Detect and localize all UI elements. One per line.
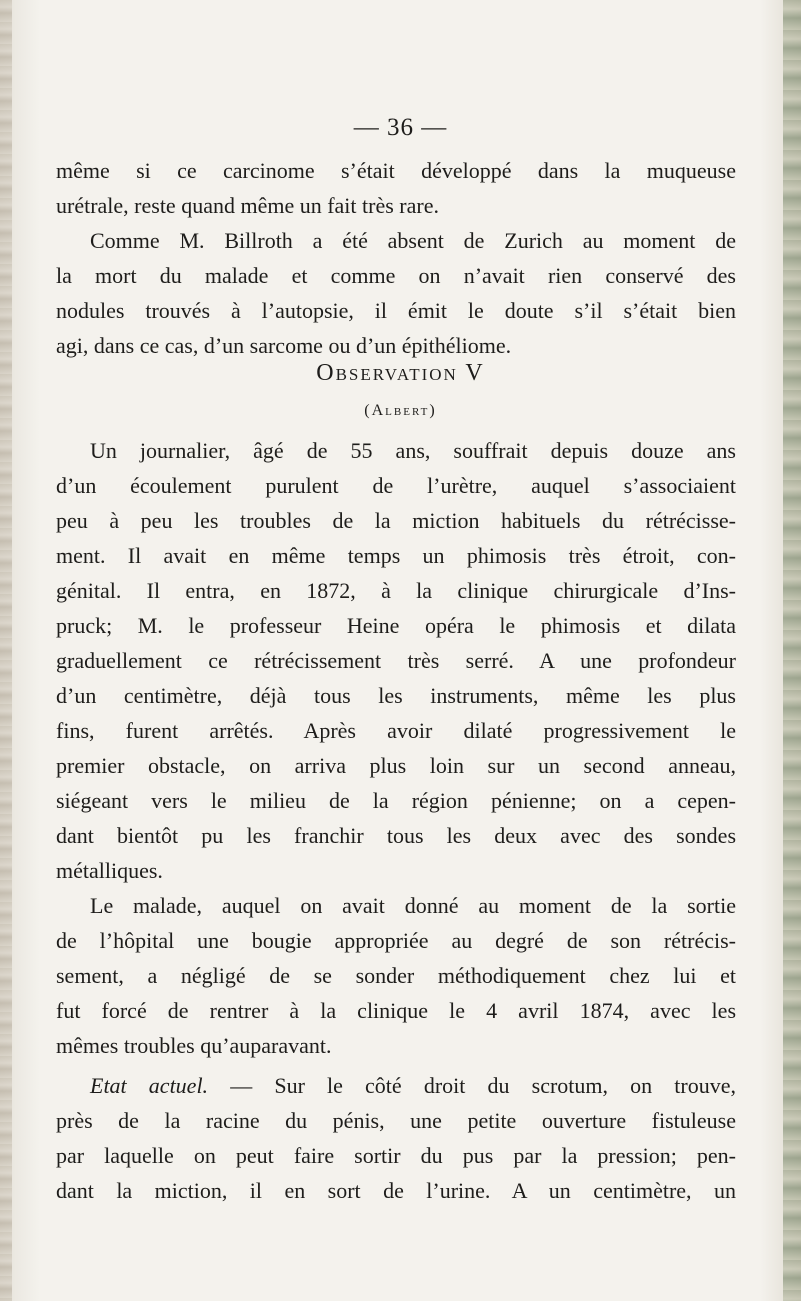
paragraph-5 bbox=[56, 1068, 736, 1208]
text-line: même si ce carcinome s’était développé dans la muqueuse bbox=[56, 158, 736, 183]
paragraph-4 bbox=[56, 888, 736, 1063]
text-line: fut forcé de rentrer à la clinique le 4 avril 1874, avec les bbox=[56, 998, 736, 1023]
text-line bbox=[56, 1068, 736, 1103]
text-line: sement, a négligé de se sonder méthodiquement chez lui et bbox=[56, 963, 736, 988]
text-line: d’un centimètre, déjà tous les instruments, même les plus bbox=[56, 683, 736, 708]
text-line: de l’hôpital une bougie appropriée au degré de son rétrécis- bbox=[56, 928, 736, 953]
text-line: agi, dans ce cas, d’un sarcome ou d’un épithéliome. bbox=[56, 333, 512, 358]
text-line: urétrale, reste quand même un fait très rare. bbox=[56, 193, 439, 218]
text-line: fins, furent arrêtés. Après avoir dilaté progressivement le bbox=[56, 718, 736, 743]
text-line: siégeant vers le milieu de la région pénienne; on a cepen- bbox=[56, 788, 736, 813]
page-number: — 36 — bbox=[353, 114, 448, 141]
observation-title: Observation V bbox=[316, 360, 485, 386]
text-line: Un journalier, âgé de 55 ans, souffrait depuis douze ans bbox=[90, 438, 736, 463]
text-line: la mort du malade et comme on n’avait rien conservé des bbox=[56, 263, 736, 288]
text-fragment: — Sur le côté droit du scrotum, on trouve, bbox=[208, 1073, 736, 1098]
text-line: premier obstacle, on arriva plus loin sur un second anneau, bbox=[56, 753, 736, 778]
paragraph-3 bbox=[56, 433, 736, 888]
text-line: d’un écoulement purulent de l’urètre, auquel s’associaient bbox=[56, 473, 736, 498]
paragraph-2 bbox=[56, 223, 736, 363]
text-line: dant la miction, il en sort de l’urine. A un centimètre, un bbox=[56, 1178, 736, 1203]
text-line: près de la racine du pénis, une petite ouverture fistuleuse bbox=[56, 1108, 736, 1133]
text-line: Le malade, auquel on avait donné au moment de la sortie bbox=[90, 893, 736, 918]
page-right-edge bbox=[783, 0, 801, 1301]
text-line: génital. Il entra, en 1872, à la clinique chirurgicale d’Ins- bbox=[56, 578, 736, 603]
text-line: nodules trouvés à l’autopsie, il émit le doute s’il s’était bien bbox=[56, 298, 736, 323]
text-line: ment. Il avait en même temps un phimosis très étroit, con- bbox=[56, 543, 736, 568]
text-line: mêmes troubles qu’auparavant. bbox=[56, 1033, 332, 1058]
text-line: peu à peu les troubles de la miction habituels du rétrécisse- bbox=[56, 508, 736, 533]
text-line: pruck; M. le professeur Heine opéra le phimosis et dilata bbox=[56, 613, 736, 638]
text-line: métalliques. bbox=[56, 858, 163, 883]
text-line: Comme M. Billroth a été absent de Zurich au moment de bbox=[90, 228, 736, 253]
paragraph-1 bbox=[56, 153, 736, 223]
etat-actuel-label: Etat actuel. bbox=[90, 1073, 209, 1098]
text-line: graduellement ce rétrécissement très serré. A une profondeur bbox=[56, 648, 736, 673]
page-left-edge bbox=[0, 0, 12, 1301]
text-line: par laquelle on peut faire sortir du pus par la pression; pen- bbox=[56, 1143, 736, 1168]
text-line: dant bientôt pu les franchir tous les deux avec des sondes bbox=[56, 823, 736, 848]
observation-subtitle: (Albert) bbox=[364, 402, 437, 419]
